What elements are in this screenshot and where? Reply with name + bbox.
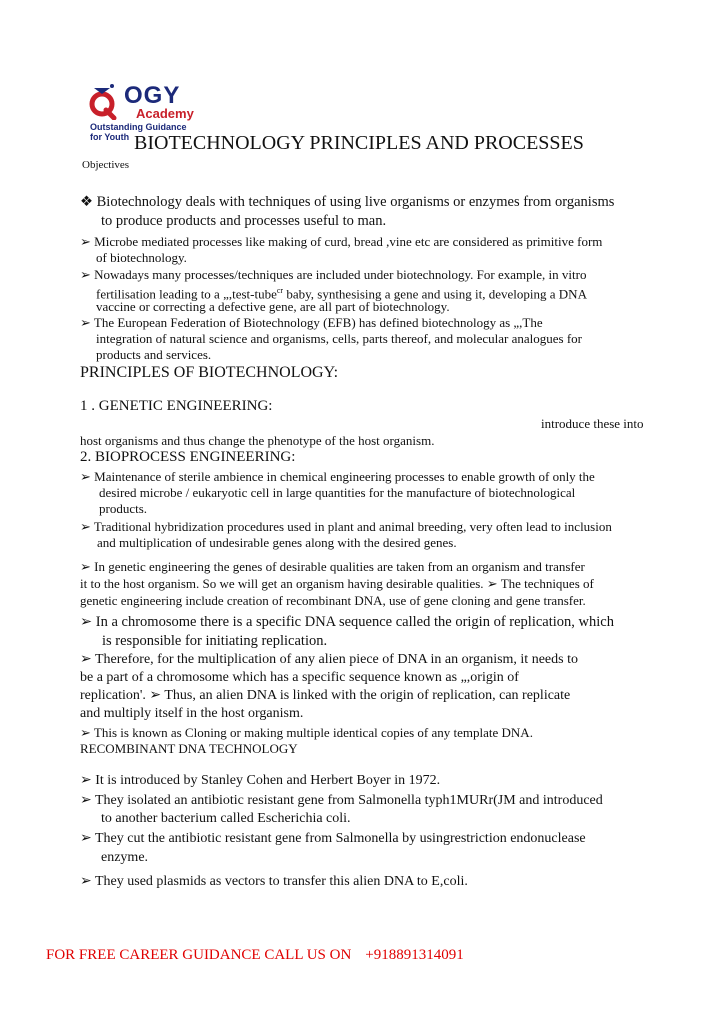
bioprocess-p2-line2: and multiplication of undesirable genes along with the desired genes. [97,535,457,550]
bioprocess-p1-line1: ➢ Maintenance of sterile ambience in chemical engineering processes to enable growth of only the [80,469,595,484]
principles-heading: PRINCIPLES OF BIOTECHNOLOGY: [80,364,339,381]
intro-p1-line2: to produce products and processes useful to man. [101,213,387,229]
recombinant-p2-line2: to another bacterium called Escherichia coli. [101,811,351,826]
intro-p2-line1: ➢ Microbe mediated processes like making of curd, bread ,vine etc are considered as primitive form [80,234,603,249]
intro-p4-line1: ➢ The European Federation of Biotechnology (EFB) has defined biotechnology as „,The [80,315,543,330]
genetic-line1: introduce these into [541,416,644,431]
page-title: BIOTECHNOLOGY PRINCIPLES AND PROCESSES [134,132,584,154]
logo-brand-sub: Academy [136,106,194,121]
intro-p3-pre: fertilisation leading to a „,test-tube [96,286,277,302]
recombinant-p3-line2: enzyme. [101,850,149,865]
recombinant-p2-line1: ➢ They isolated an antibiotic resistant gene from Salmonella typh1MURr(JM and introduced [80,793,603,808]
recombinant-p4: ➢ They used plasmids as vectors to transfer this alien DNA to E,coli. [80,874,468,889]
intro-p3-line3: vaccine or correcting a defective gene, are all part of biotechnology. [96,299,450,314]
intro-p4-line2: integration of natural science and organisms, cells, parts thereof, and molecular analogues for [96,331,583,346]
objectives-label: Objectives [82,159,130,171]
intro-p1-line1: ❖ Biotechnology deals with techniques of using live organisms or enzymes from organisms [80,194,615,210]
recombinant-p3-line1: ➢ They cut the antibiotic resistant gene from Salmonella by usingrestriction endonuclease [80,831,586,846]
genetic-line2: host organisms and thus change the phenotype of the host organism. [80,433,435,448]
genetic-heading: 1 . GENETIC ENGINEERING: [80,398,273,414]
replication-p1-line1: ➢ In a chromosome there is a specific DNA sequence called the origin of replication, which [80,614,614,630]
footer-text: FOR FREE CAREER GUIDANCE CALL US ON [46,947,352,963]
intro-p3-sup: cr [276,286,284,295]
intro-p3-line1: ➢ Nowadays many processes/techniques are included under biotechnology. For example, in vitro [80,267,587,282]
logo-q-icon [88,84,118,120]
bioprocess-p2-line1: ➢ Traditional hybridization procedures used in plant and animal breeding, very often lead to inclusion [80,519,612,534]
bioprocess-p1-line3: products. [99,501,148,516]
genetic2-line2: it to the host organism. So we will get an organism having desirable qualities. ➢ The techniques of [80,576,594,591]
replication-p3: ➢ This is known as Cloning or making multiple identical copies of any template DNA. [80,725,533,740]
recombinant-p1: ➢ It is introduced by Stanley Cohen and Herbert Boyer in 1972. [80,773,441,788]
replication-p1-line2: is responsible for initiating replication. [102,633,328,649]
logo-brand: OGY [124,82,181,109]
replication-p2-line4: and multiply itself in the host organism. [80,706,304,721]
intro-p2-line2: of biotechnology. [96,250,187,265]
recombinant-heading: RECOMBINANT DNA TECHNOLOGY [80,741,298,756]
replication-p2-line3: replication'. ➢ Thus, an alien DNA is linked with the origin of replication, can replicate [80,688,571,703]
footer-career-guidance [46,947,464,964]
logo [88,72,198,142]
replication-p2-line1: ➢ Therefore, for the multiplication of any alien piece of DNA in an organism, it needs to [80,652,578,667]
bioprocess-heading: 2. BIOPROCESS ENGINEERING: [80,449,296,465]
intro-p4-line3: products and services. [96,347,212,362]
footer-phone[interactable]: +918891314091 [365,947,464,963]
bioprocess-p1-line2: desired microbe / eukaryotic cell in large quantities for the manufacture of biotechnological [99,485,576,500]
intro-p3-post: baby, synthesising a gene and using it, developing a DNA [283,286,587,302]
replication-p2-line2: be a part of a chromosome which has a specific sequence known as „,origin of [80,670,519,685]
genetic2-line1: ➢ In genetic engineering the genes of desirable qualities are taken from an organism and transfer [80,559,585,574]
logo-tagline: Outstanding Guidance for Youth [90,122,187,142]
genetic2-line3: genetic engineering include creation of recombinant DNA, use of gene cloning and gene transfer. [80,593,586,608]
